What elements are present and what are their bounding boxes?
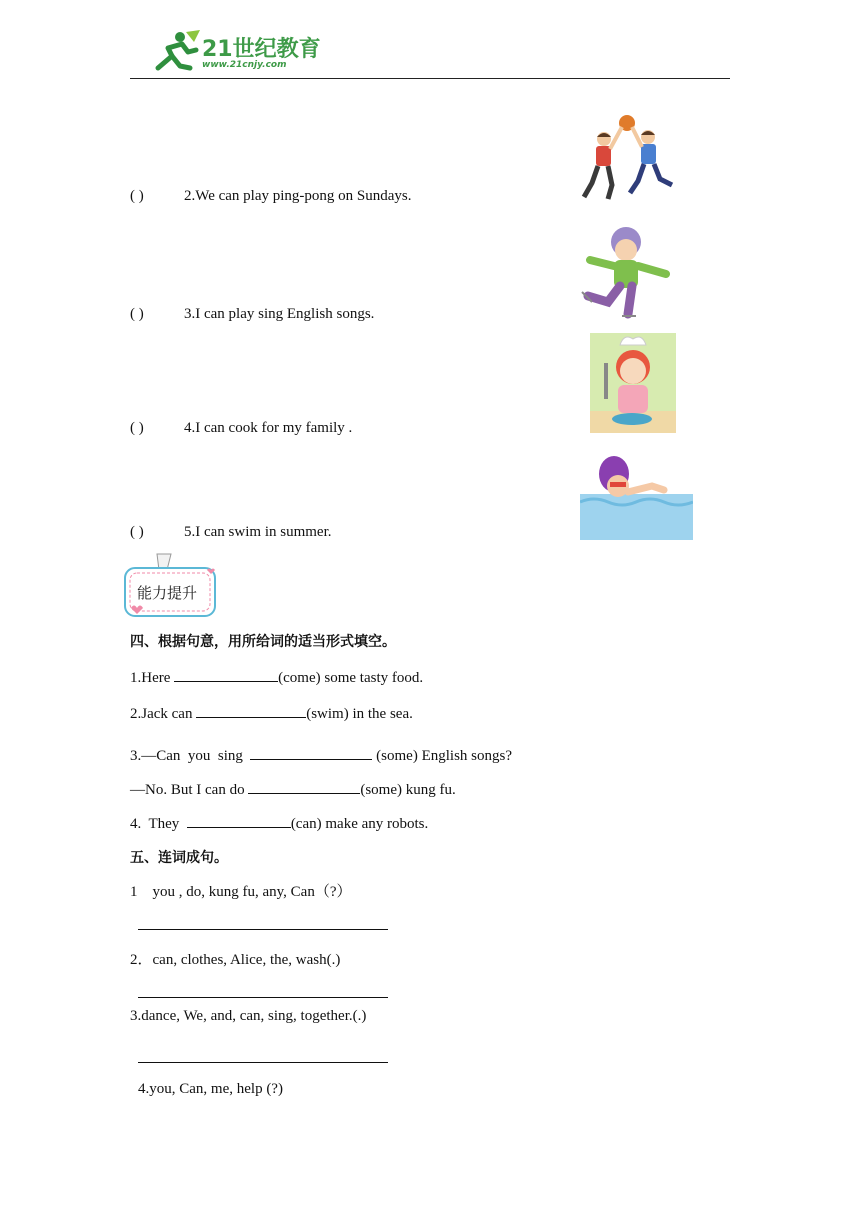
fill-question (130, 703, 413, 723)
skating-picture (578, 222, 674, 320)
logo-url: www.21cnjy.com (202, 60, 287, 70)
runner-logo-icon (150, 28, 202, 74)
section5-title: 五、连词成句。 (130, 850, 228, 866)
question-text: 1.Here (130, 670, 175, 686)
matching-item-text: 3.I can play sing English songs. (184, 306, 375, 322)
matching-item (130, 420, 352, 437)
answer-blank[interactable] (174, 667, 278, 682)
answer-parens[interactable]: ( ) (130, 306, 144, 322)
sentence-question: 3.dance, We, and, can, sing, together.(.) (130, 1008, 367, 1024)
question-hint: (can) make any robots. (290, 816, 429, 832)
matching-item-text: 5.I can swim in summer. (184, 524, 332, 540)
answer-blank[interactable] (248, 779, 360, 794)
header-divider (130, 78, 730, 79)
sentence-question: 1 you , do, kung fu, any, Can（?） (130, 884, 352, 900)
question-text: 4. They (130, 816, 187, 832)
matching-item (130, 188, 412, 205)
cooking-picture (590, 333, 676, 433)
section4-title: 四、根据句意，用所给词的适当形式填空。 (130, 634, 396, 650)
fill-question (130, 813, 428, 833)
logo-title: 21世纪教育 (202, 37, 321, 62)
fill-question (130, 779, 456, 799)
fill-question (130, 667, 423, 687)
question-text: 2.Jack can (130, 706, 197, 722)
matching-item (130, 524, 331, 541)
question-hint: (come) some tasty food. (278, 670, 424, 686)
answer-blank[interactable] (196, 703, 306, 718)
answer-parens[interactable]: ( ) (130, 188, 144, 204)
answer-parens[interactable]: ( ) (130, 420, 144, 436)
matching-item (130, 306, 374, 323)
matching-item-text: 2.We can play ping-pong on Sundays. (184, 188, 412, 204)
answer-line[interactable] (138, 997, 388, 998)
answer-line[interactable] (138, 1062, 388, 1063)
question-text: 3.—Can you sing (130, 748, 251, 764)
matching-item-text: 4.I can cook for my family . (184, 420, 353, 436)
question-text: —No. But I can do (130, 782, 249, 798)
swimming-picture (580, 452, 693, 540)
answer-blank[interactable] (187, 813, 291, 828)
badge-label: 能力提升 (137, 584, 198, 602)
question-hint: (some) English songs? (372, 748, 512, 764)
question-hint: (some) kung fu. (360, 782, 456, 798)
answer-parens[interactable]: ( ) (130, 524, 144, 540)
ability-badge (123, 552, 218, 620)
fill-question (130, 745, 512, 765)
answer-line[interactable] (138, 929, 388, 930)
site-logo (150, 28, 325, 74)
question-hint: (swim) in the sea. (306, 706, 413, 722)
answer-blank[interactable] (250, 745, 372, 760)
sentence-question: 4.you, Can, me, help (?) (138, 1081, 283, 1097)
basketball-picture (576, 113, 678, 205)
sentence-question: 2．can, clothes, Alice, the, wash(.) (130, 952, 341, 968)
